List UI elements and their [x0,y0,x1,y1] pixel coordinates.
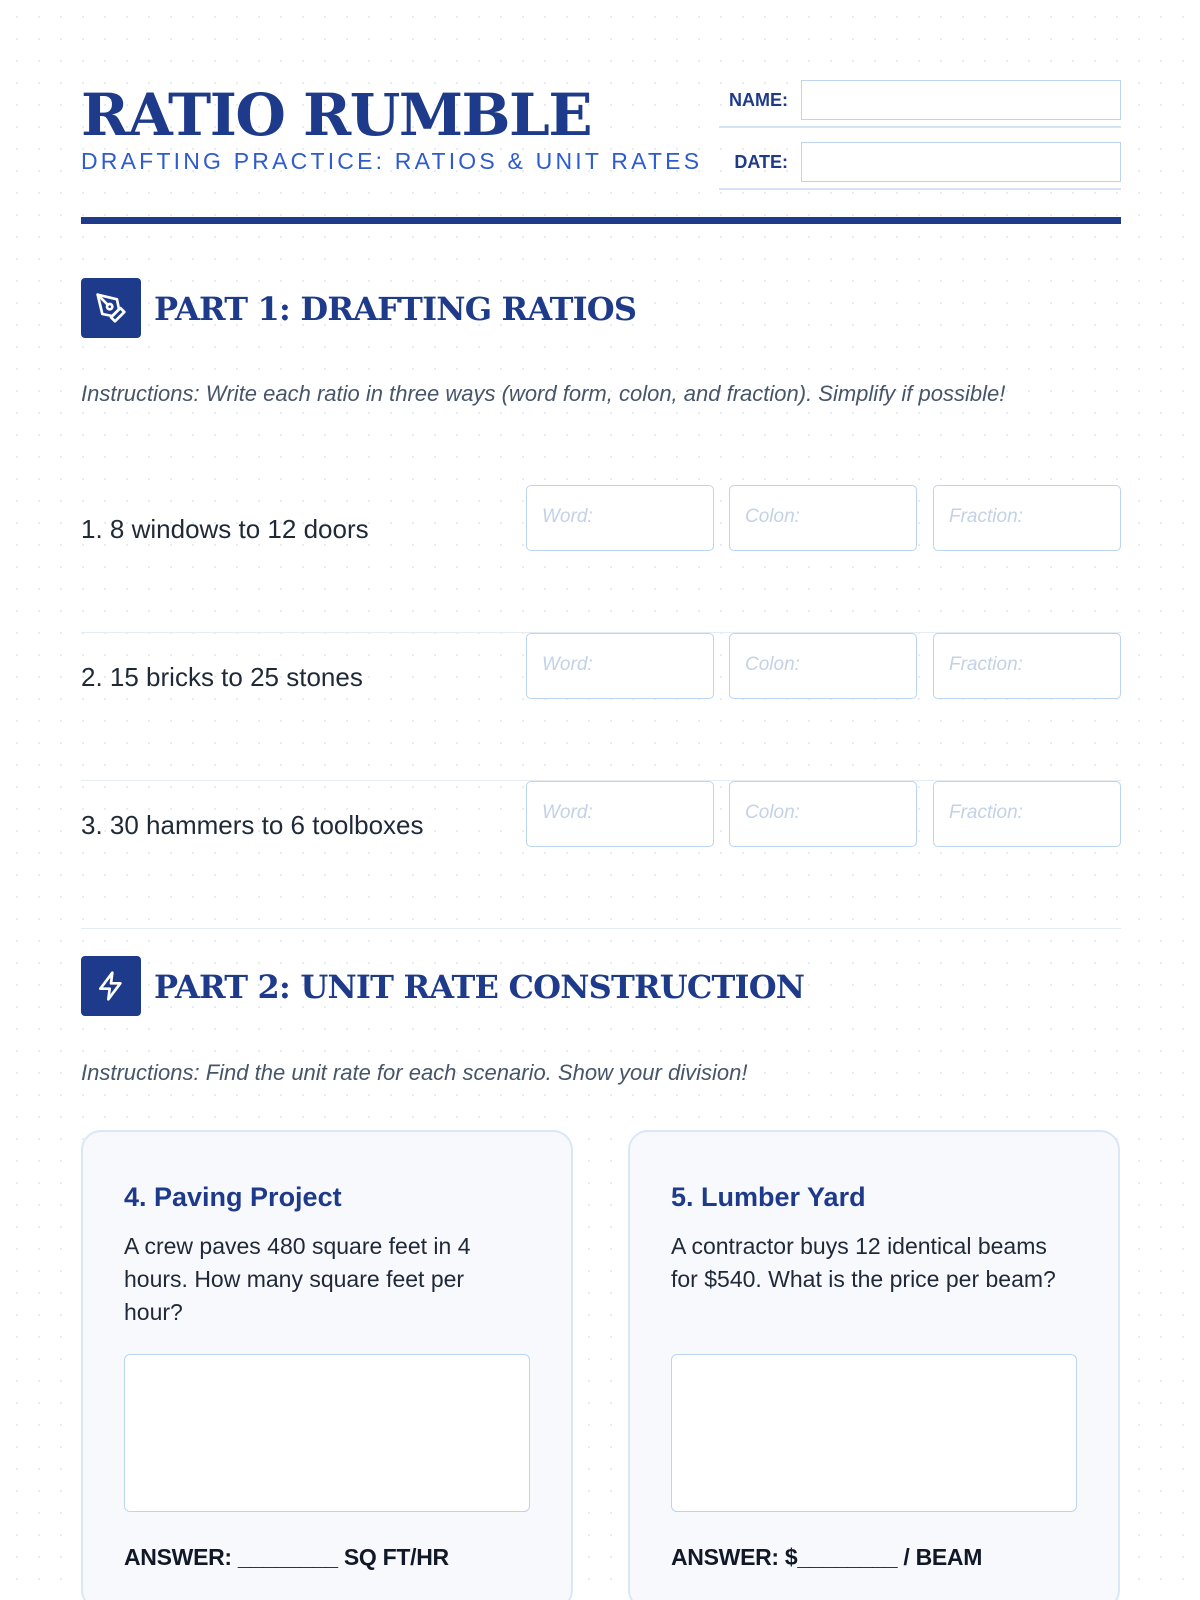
word-answer-box[interactable] [526,485,714,551]
ratio-question-row [81,485,1121,633]
problem-text: A contractor buys 12 identical beams for $540. What is the price per beam? [671,1233,1056,1292]
part2-heading [81,956,1121,1016]
name-label: NAME: [729,90,788,110]
part1-instructions: Instructions: Write each ratio in three ways (word form, colon, and fraction). Simplify if possible! [81,381,1006,406]
fraction-answer-box[interactable] [933,485,1121,551]
problem-text: A crew paves 480 square feet in 4 hours. How many square feet per hour? [124,1233,471,1325]
colon-answer-box[interactable] [729,485,917,551]
question-text: 1. 8 windows to 12 doors [81,514,369,544]
colon-answer-box[interactable] [729,781,917,847]
worksheet-page [81,0,1121,1600]
header-divider [81,217,1121,224]
date-row [719,142,1121,190]
word-placeholder: Word: [542,802,593,823]
date-label: DATE: [734,152,788,172]
fraction-answer-box[interactable] [933,781,1121,847]
word-answer-box[interactable] [526,781,714,847]
work-area[interactable] [671,1354,1077,1512]
name-row [719,80,1121,128]
fraction-answer-box[interactable] [933,633,1121,699]
work-area[interactable] [124,1354,530,1512]
part2-instructions: Instructions: Find the unit rate for each scenario. Show your division! [81,1060,748,1085]
part1-heading [81,278,1121,338]
colon-placeholder: Colon: [745,654,800,675]
date-field[interactable] [801,142,1121,182]
problem-card [628,1130,1120,1600]
worksheet-subtitle: DRAFTING PRACTICE: RATIOS & UNIT RATES [81,148,703,174]
worksheet-header [81,80,1121,224]
colon-placeholder: Colon: [745,506,800,527]
question-text: 3. 30 hammers to 6 toolboxes [81,810,424,840]
fraction-placeholder: Fraction: [949,802,1023,823]
problem-card [81,1130,573,1600]
fraction-placeholder: Fraction: [949,506,1023,527]
ratio-question-row [81,633,1121,781]
problem-title: 5. Lumber Yard [671,1182,866,1212]
word-answer-box[interactable] [526,633,714,699]
worksheet-title: RATIO RUMBLE [81,81,592,149]
pen-tool-icon [81,278,141,338]
word-placeholder: Word: [542,654,593,675]
part1-title: PART 1: DRAFTING RATIOS [154,290,637,328]
student-info [719,80,1121,204]
part2-title: PART 2: UNIT RATE CONSTRUCTION [154,968,805,1006]
word-placeholder: Word: [542,506,593,527]
answer-line: ANSWER: ________ SQ FT/HR [124,1544,449,1570]
question-text: 2. 15 bricks to 25 stones [81,662,363,692]
problem-title: 4. Paving Project [124,1182,342,1212]
colon-placeholder: Colon: [745,802,800,823]
colon-answer-box[interactable] [729,633,917,699]
ratio-question-row [81,781,1121,929]
answer-line: ANSWER: $________ / BEAM [671,1544,983,1570]
name-field[interactable] [801,80,1121,120]
fraction-placeholder: Fraction: [949,654,1023,675]
lightning-bolt-icon [81,956,141,1016]
